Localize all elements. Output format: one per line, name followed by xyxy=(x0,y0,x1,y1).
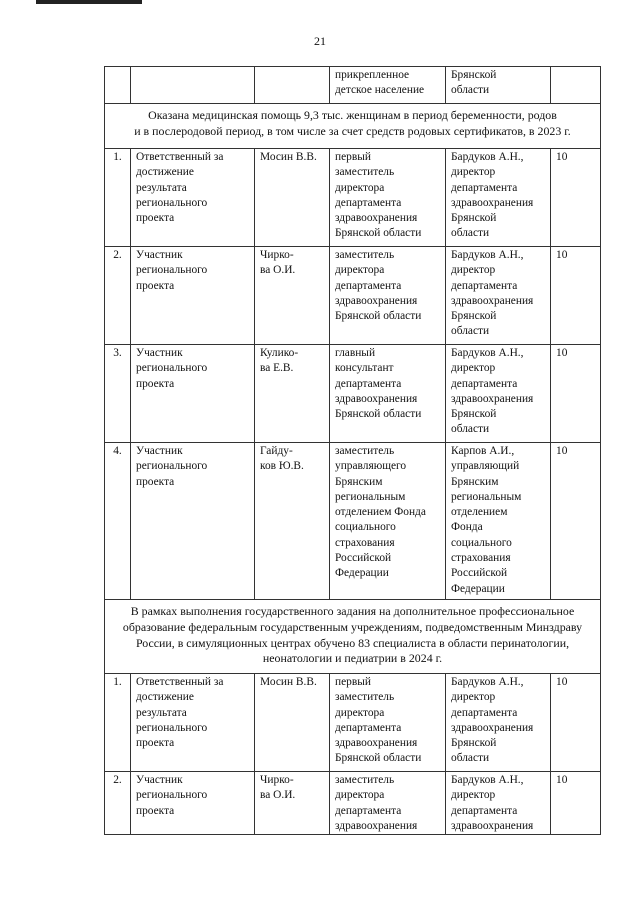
cell-supervisor: Бардуков А.Н., директор департамента здравоохранения Брянской области xyxy=(446,345,551,443)
table-row xyxy=(105,247,601,345)
table-row xyxy=(105,772,601,835)
cell-num xyxy=(105,67,131,104)
cell-position: заместитель директора департамента здравоохранения Брянской области xyxy=(330,247,446,345)
cell-num: 1. xyxy=(105,149,131,247)
cell-position: первый заместитель директора департамента здравоохранения Брянской области xyxy=(330,149,446,247)
cell-name: Гайду- ков Ю.В. xyxy=(255,443,330,600)
cell-num: 2. xyxy=(105,772,131,835)
cell-load xyxy=(551,67,601,104)
cell-num: 2. xyxy=(105,247,131,345)
cell-position: прикрепленное детское население xyxy=(330,67,446,104)
cell-role: Участник регионального проекта xyxy=(131,443,255,600)
section-header-row xyxy=(105,600,601,674)
cell-supervisor: Брянской области xyxy=(446,67,551,104)
cell-position: заместитель директора департамента здравоохранения xyxy=(330,772,446,835)
section-title: В рамках выполнения государственного задания на дополнительное профессиональное образование федеральным государственным учреждениям, подведомственным Минздраву России, в симуляционных центрах обучено 83 специалиста в области перинатологии, неонатологии и педиатрии в 2024 г. xyxy=(105,600,601,674)
table-row xyxy=(105,674,601,772)
cell-supervisor: Карпов А.И., управляющий Брянским региональным отделением Фонда социального страхования Российской Федерации xyxy=(446,443,551,600)
cell-role xyxy=(131,67,255,104)
page-number: 21 xyxy=(314,34,326,48)
cell-name xyxy=(255,67,330,104)
cell-num: 1. xyxy=(105,674,131,772)
cell-load: 10 xyxy=(551,345,601,443)
table-row xyxy=(105,443,601,600)
cell-name: Чирко- ва О.И. xyxy=(255,247,330,345)
table-row-continuation xyxy=(105,67,601,104)
cell-num: 3. xyxy=(105,345,131,443)
cell-supervisor: Бардуков А.Н., директор департамента здравоохранения Брянской области xyxy=(446,674,551,772)
cell-role: Участник регионального проекта xyxy=(131,772,255,835)
cell-position: заместитель управляющего Брянским региональным отделением Фонда социального страхования Российской Федерации xyxy=(330,443,446,600)
cell-name: Мосин В.В. xyxy=(255,674,330,772)
top-edge-bar xyxy=(36,0,142,4)
section-header-row xyxy=(105,104,601,149)
cell-role: Участник регионального проекта xyxy=(131,345,255,443)
cell-load: 10 xyxy=(551,443,601,600)
cell-role: Ответственный за достижение результата регионального проекта xyxy=(131,674,255,772)
cell-supervisor: Бардуков А.Н., директор департамента здравоохранения Брянской области xyxy=(446,149,551,247)
table-row xyxy=(105,149,601,247)
cell-load: 10 xyxy=(551,674,601,772)
cell-position: главный консультант департамента здравоохранения Брянской области xyxy=(330,345,446,443)
cell-load: 10 xyxy=(551,149,601,247)
cell-supervisor: Бардуков А.Н., директор департамента здравоохранения Брянской области xyxy=(446,247,551,345)
section-title: Оказана медицинская помощь 9,3 тыс. женщинам в период беременности, родов и в послеродовой период, в том числе за счет средств родовых сертификатов, в 2023 г. xyxy=(105,104,601,149)
cell-name: Чирко- ва О.И. xyxy=(255,772,330,835)
cell-load: 10 xyxy=(551,247,601,345)
table-row xyxy=(105,345,601,443)
cell-position: первый заместитель директора департамента здравоохранения Брянской области xyxy=(330,674,446,772)
cell-load: 10 xyxy=(551,772,601,835)
cell-supervisor: Бардуков А.Н., директор департамента здравоохранения xyxy=(446,772,551,835)
responsibility-table xyxy=(104,66,601,835)
cell-role: Участник регионального проекта xyxy=(131,247,255,345)
cell-name: Кулико- ва Е.В. xyxy=(255,345,330,443)
cell-role: Ответственный за достижение результата регионального проекта xyxy=(131,149,255,247)
cell-num: 4. xyxy=(105,443,131,600)
cell-name: Мосин В.В. xyxy=(255,149,330,247)
